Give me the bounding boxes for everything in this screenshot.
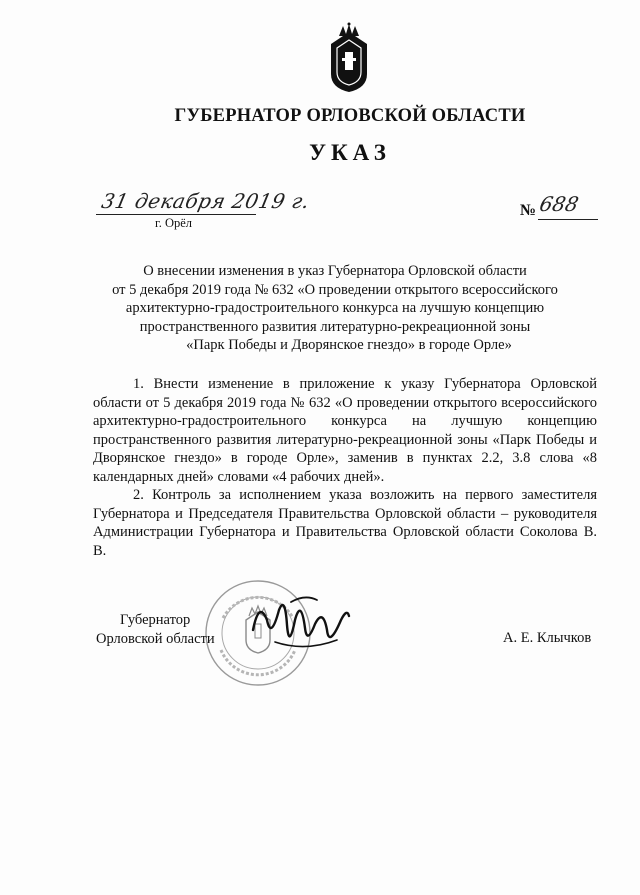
body-paragraph: 1. Внести изменение в приложение к указу Губернатора Орловской области от 5 декабря 2019 года № 632 «О проведении открытого всероссийского архитектурно-градостроительного конкурса на лучшую концепцию пространственного развития литературно-рекреационной зоны «Парк Победы и Дворянское гнездо» в городе Орле», заменив в пунктах 2.2, 3.8 слова «8 календарных дней» словами «4 рабочих дней».: [93, 376, 597, 485]
number-underline: [538, 219, 598, 220]
handwritten-date: 31 декабря 2019 г.: [99, 189, 313, 213]
coat-of-arms-emblem: [325, 22, 373, 94]
issuer-title: ГУБЕРНАТОР ОРЛОВСКОЙ ОБЛАСТИ: [174, 106, 526, 126]
body-paragraph: 2. Контроль за исполнением указа возложить на первого заместителя Губернатора и Председателя Правительства Орловской области – руководителя Администрации Губернатора и Правительства Орловской области Соколова В. В.: [93, 487, 597, 559]
position-line: Орловской области: [96, 631, 215, 647]
position-line: Губернатор: [120, 612, 191, 628]
handwritten-signature: [245, 590, 365, 660]
subject-line: пространственного развития литературно-рекреационной зоны: [139, 318, 531, 335]
signatory-name: А. Е. Клычков: [503, 630, 592, 646]
document-subject: [90, 262, 580, 355]
date-underline: [96, 214, 256, 215]
handwritten-number: 688: [537, 192, 581, 216]
subject-line: от 5 декабря 2019 года № 632 «О проведении открытого всероссийского: [112, 281, 558, 298]
subject-line: архитектурно-градостроительного конкурса на лучшую концепцию: [125, 300, 545, 316]
document-type: УКАЗ: [309, 140, 391, 165]
number-label: №: [520, 202, 537, 219]
subject-line: О внесении изменения в указ Губернатора Орловской области: [143, 263, 527, 279]
document-body: [93, 375, 597, 560]
subject-line: «Парк Победы и Дворянское гнездо» в городе Орле»: [186, 337, 512, 353]
signatory-position: [96, 611, 215, 649]
city-label: г. Орёл: [155, 216, 193, 230]
